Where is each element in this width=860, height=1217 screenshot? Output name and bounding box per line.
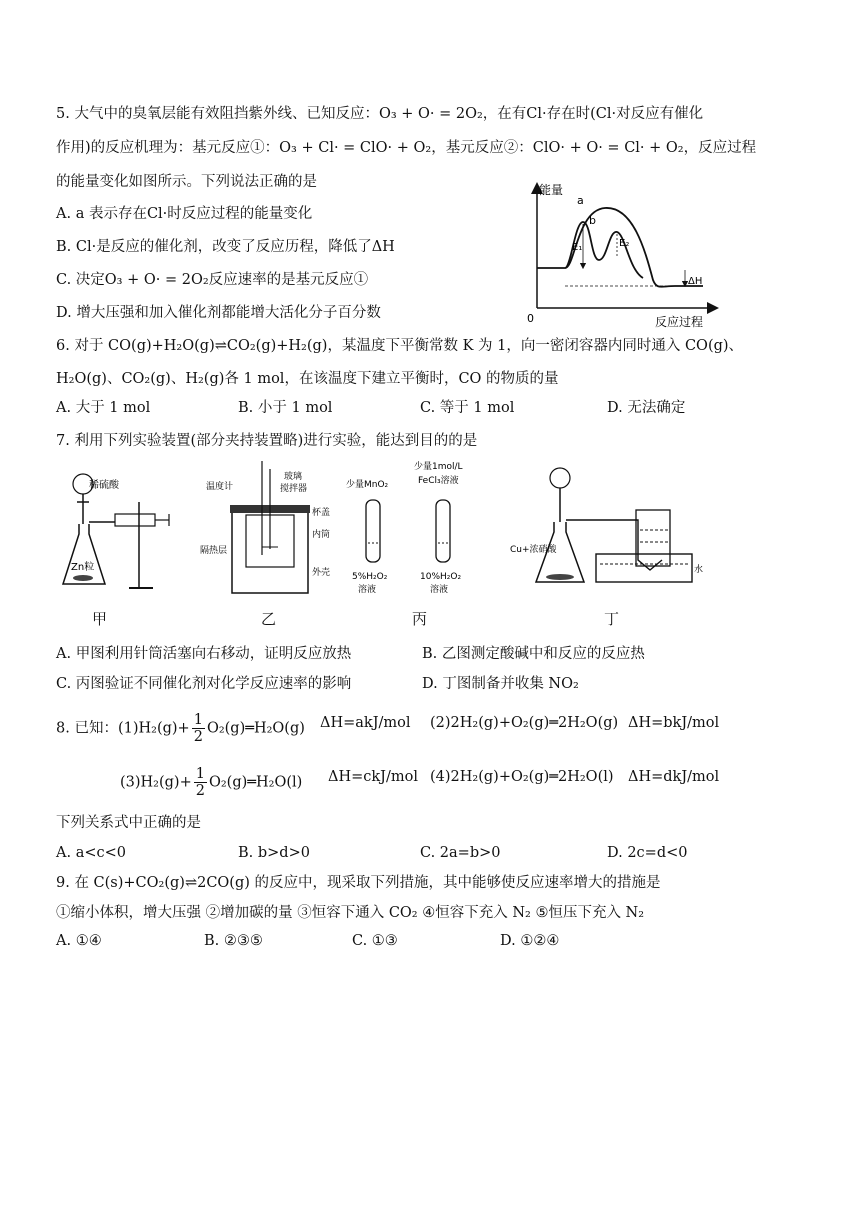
q7-option-c: C. 丙图验证不同催化剂对化学反应速率的影响 <box>56 676 352 692</box>
label-5pct: 5%H₂O₂ <box>352 572 388 582</box>
q6-stem-line1: 6. 对于 CO(g)+H₂O(g)⇌CO₂(g)+H₂(g)，某温度下平衡常数 K 为 1，向一密闭容器内同时通入 CO(g)、 <box>56 338 744 354</box>
q8-dh4: ΔH=dkJ/mol <box>628 769 720 785</box>
label-fecl3-2: FeCl₃溶液 <box>418 476 459 486</box>
q5-option-d: D. 增大压强和加入催化剂都能增大活化分子百分数 <box>56 305 381 321</box>
q8-reaction-2: (2)2H₂(g)+O₂(g)═2H₂O(g) <box>430 715 619 731</box>
q7-option-b: B. 乙图测定酸碱中和反应的反应热 <box>422 646 645 662</box>
label-stirrer2: 搅拌器 <box>280 484 308 494</box>
q5-stem-line1: 5. 大气中的臭氧层能有效阻挡紫外线、已知反应：O₃ + O· = 2O₂，在有Cl·存在时(Cl·对反应有催化 <box>56 106 704 122</box>
caption-ding: 丁 <box>604 610 620 628</box>
q8-r3a: (3)H₂(g)+ <box>120 774 192 791</box>
fraction-half: $\frac{1}{2}$ <box>193 712 203 745</box>
q5-option-a: A. a 表示存在Cl·时反应过程的能量变化 <box>56 206 313 222</box>
q9-option-c: C. ①③ <box>352 933 398 949</box>
q8-reaction-3 <box>120 766 302 799</box>
q9-option-d: D. ①②④ <box>500 933 560 949</box>
label-water: 水 <box>694 565 704 575</box>
label-zn: Zn粒 <box>71 562 95 573</box>
label-thermo: 温度计 <box>206 482 234 492</box>
q7-option-d: D. 丁图制备并收集 NO₂ <box>422 676 579 692</box>
q8-r1b: O₂(g)═H₂O(g) <box>206 720 305 737</box>
label-mno2: 少量MnO₂ <box>346 480 389 490</box>
q7-option-a: A. 甲图利用针筒活塞向右移动，证明反应放热 <box>56 646 352 662</box>
label-sol-right: 溶液 <box>430 585 449 595</box>
q6-stem-line2: H₂O(g)、CO₂(g)、H₂(g)各 1 mol，在该温度下建立平衡时，CO 的物质的量 <box>56 371 559 387</box>
q9-option-b: B. ②③⑤ <box>204 933 263 949</box>
label-inner: 内筒 <box>312 530 331 540</box>
label-sol-left: 溶液 <box>358 585 377 595</box>
label-e2: E₂ <box>619 238 630 249</box>
apparatus-jia <box>55 462 185 602</box>
q9-measures: ①缩小体积，增大压强 ②增加碳的量 ③恒容下通入 CO₂ ④恒容下充入 N₂ ⑤恒压下充入 N₂ <box>56 905 645 921</box>
q8-r1a: (1)H₂(g)+ <box>117 720 190 737</box>
apparatus-bing <box>340 455 480 603</box>
q7-stem: 7. 利用下列实验装置(部分夹持装置略)进行实验，能达到目的的是 <box>56 433 478 449</box>
fraction-half-2: $\frac{1}{2}$ <box>195 766 205 799</box>
q8-reaction-1 <box>56 712 305 745</box>
q8-dh1: ΔH=akJ/mol <box>320 715 411 731</box>
label-stirrer1: 玻璃 <box>284 472 303 482</box>
label-insul: 隔热层 <box>200 546 228 556</box>
q9-stem: 9. 在 C(s)+CO₂(g)⇌2CO(g) 的反应中，现采取下列措施，其中能够使反应速率增大的措施是 <box>56 875 661 891</box>
q6-option-d: D. 无法确定 <box>607 400 686 416</box>
apparatus-yi <box>200 455 340 603</box>
q8-r3b: O₂(g)═H₂O(l) <box>208 774 303 791</box>
graph-origin: 0 <box>527 312 534 325</box>
energy-profile-graph <box>525 180 725 330</box>
q8-reaction-4: (4)2H₂(g)+O₂(g)═2H₂O(l) <box>430 769 614 785</box>
label-dh: ΔH <box>688 276 703 287</box>
q8-option-a: A. a<c<0 <box>56 845 126 861</box>
q8-dh3: ΔH=ckJ/mol <box>328 769 418 785</box>
label-b: b <box>589 214 596 227</box>
q8-option-c: C. 2a=b>0 <box>420 845 501 861</box>
q6-option-b: B. 小于 1 mol <box>238 400 333 416</box>
label-fecl3-1: 少量1mol/L <box>414 462 463 472</box>
q8-option-b: B. b>d>0 <box>238 845 310 861</box>
q5-stem-line3: 的能量变化如图所示。下列说法正确的是 <box>56 174 317 190</box>
label-acid: 稀硫酸 <box>89 480 119 491</box>
label-10pct: 10%H₂O₂ <box>420 572 462 582</box>
label-lid: 杯盖 <box>312 508 331 518</box>
label-a: a <box>577 194 584 207</box>
apparatus-ding <box>500 460 710 600</box>
q6-option-c: C. 等于 1 mol <box>420 400 515 416</box>
label-e1: E₁ <box>572 242 583 253</box>
caption-jia: 甲 <box>92 610 108 628</box>
q8-option-d: D. 2c=d<0 <box>607 845 688 861</box>
label-outer: 外壳 <box>312 568 331 578</box>
graph-x-label: 反应过程 <box>655 315 704 329</box>
q5-stem-line2: 作用)的反应机理为：基元反应①：O₃ + Cl· = ClO· + O₂，基元反应②：ClO· + O· = Cl· + O₂，反应过程 <box>56 140 757 156</box>
q5-option-b: B. Cl·是反应的催化剂，改变了反应历程，降低了ΔH <box>56 239 395 255</box>
caption-bing: 丙 <box>412 610 428 628</box>
graph-y-label: 能量 <box>539 183 564 197</box>
label-cu: Cu+浓硝酸 <box>510 545 557 555</box>
q5-option-c: C. 决定O₃ + O· = 2O₂反应速率的是基元反应① <box>56 272 369 288</box>
q6-option-a: A. 大于 1 mol <box>56 400 151 416</box>
q8-prefix: 8. 已知： <box>56 720 118 737</box>
q9-option-a: A. ①④ <box>56 933 102 949</box>
q8-stem: 下列关系式中正确的是 <box>56 815 201 831</box>
caption-yi: 乙 <box>261 610 277 628</box>
q8-dh2: ΔH=bkJ/mol <box>628 715 720 731</box>
